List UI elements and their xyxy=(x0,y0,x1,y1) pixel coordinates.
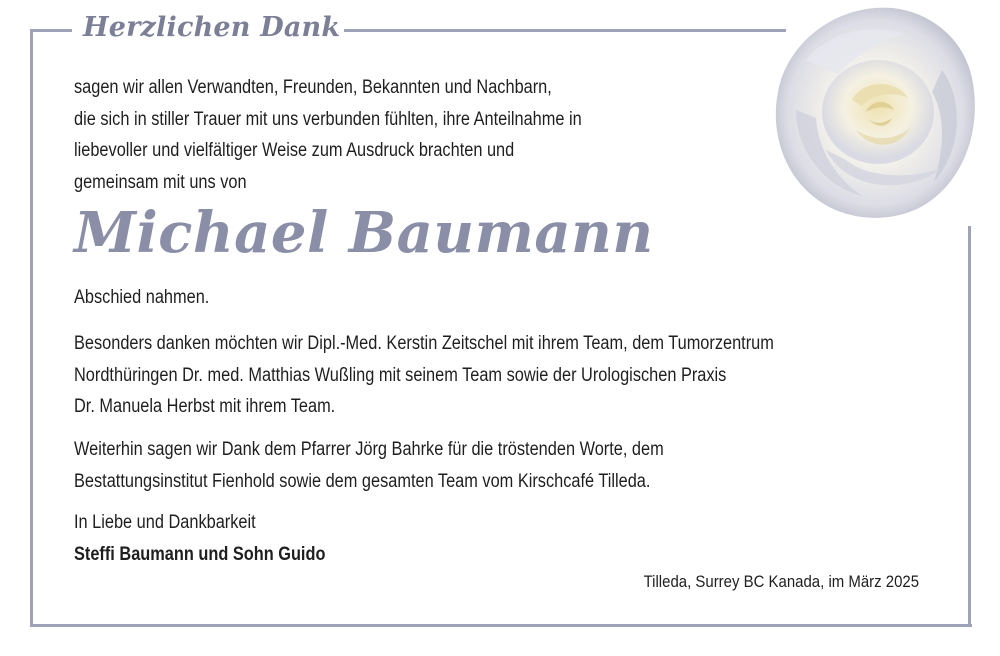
thanks-medical-paragraph xyxy=(74,328,774,423)
heading: Herzlichen Dank xyxy=(83,12,341,43)
thanks-medical-line: Nordthüringen Dr. med. Matthias Wußling mit seinem Team sowie der Urologischen Praxis xyxy=(74,364,727,386)
closing-text: In Liebe und Dankbarkeit xyxy=(74,512,256,533)
frame-top-left xyxy=(30,29,72,32)
place-date: Tilleda, Surrey BC Kanada, im März 2025 xyxy=(643,572,919,591)
frame-top-right xyxy=(344,29,786,32)
thanks-other-line: Bestattungsinstitut Fienhold sowie dem gesamten Team vom Kirschcafé Tilleda. xyxy=(74,470,651,492)
thanks-other-line: Weiterhin sagen wir Dank dem Pfarrer Jörg Bahrke für die tröstenden Worte, dem xyxy=(74,439,664,460)
frame-left xyxy=(30,29,33,627)
farewell-text: Abschied nahmen. xyxy=(74,287,210,308)
white-rose-image xyxy=(766,0,984,226)
frame-right xyxy=(968,226,971,627)
thanks-other-paragraph xyxy=(74,434,664,497)
intro-line: sagen wir allen Verwandten, Freunden, Bekannten und Nachbarn, xyxy=(74,77,552,98)
intro-line: die sich in stiller Trauer mit uns verbunden fühlten, ihre Anteilnahme in xyxy=(74,108,582,130)
intro-line: liebevoller und vielfältiger Weise zum Ausdruck brachten und xyxy=(74,140,515,161)
intro-paragraph xyxy=(74,72,582,198)
intro-line: gemeinsam mit uns von xyxy=(74,171,247,193)
thanks-medical-line: Dr. Manuela Herbst mit ihrem Team. xyxy=(74,396,336,417)
frame-bottom xyxy=(30,624,972,627)
deceased-name: Michael Baumann xyxy=(74,200,654,266)
signers: Steffi Baumann und Sohn Guido xyxy=(74,544,326,565)
thanks-medical-line: Besonders danken möchten wir Dipl.-Med. Kerstin Zeitschel mit ihrem Team, dem Tumorzentrum xyxy=(74,333,774,354)
